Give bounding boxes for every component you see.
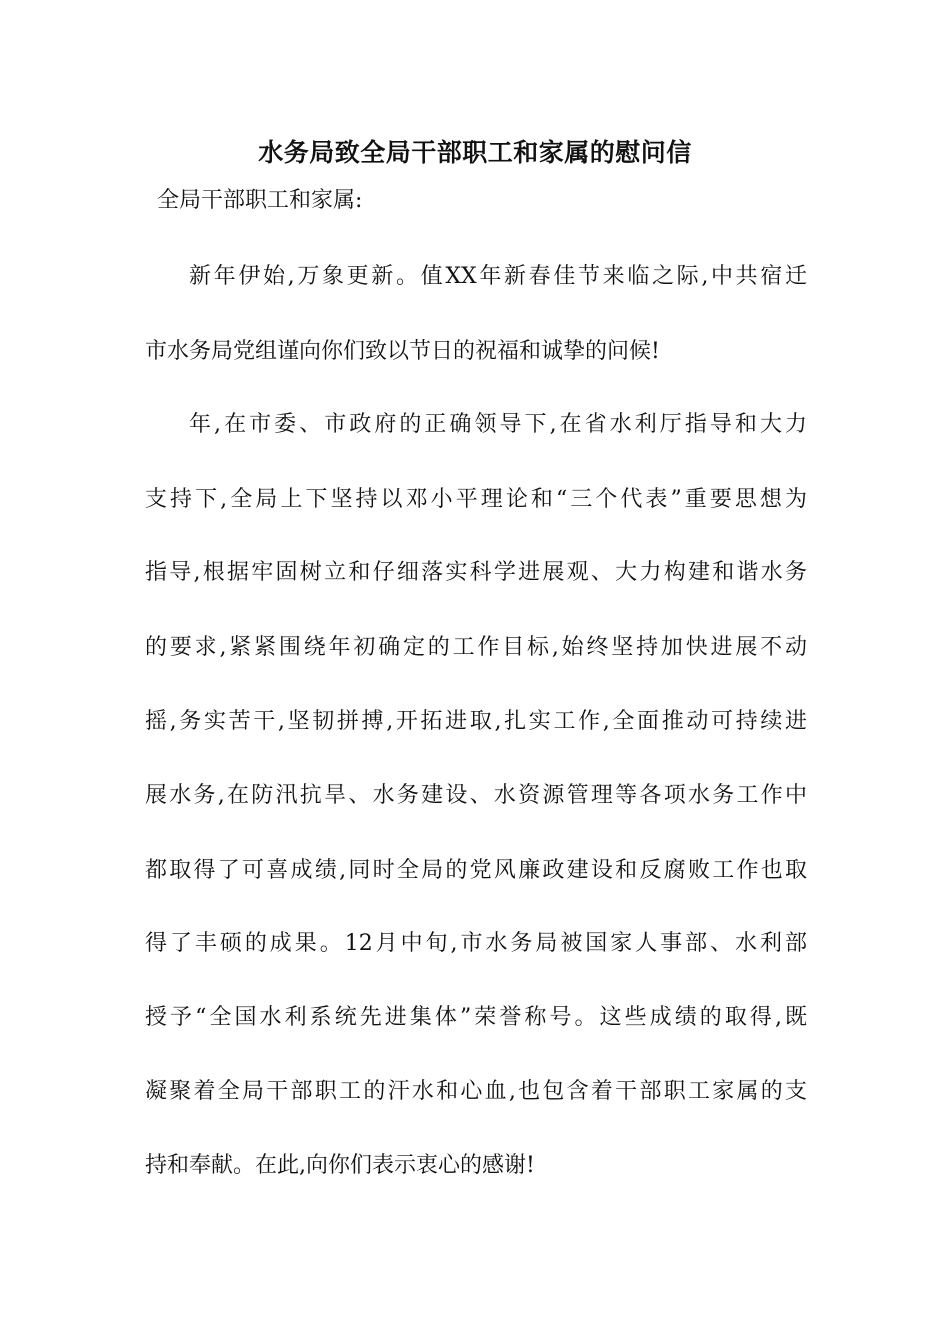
paragraph-line: 都取得了可喜成绩,同时全局的党风廉政建设和反腐败工作也取 (145, 858, 807, 883)
paragraph-line: 新年伊始,万象更新。值XX年新春佳节来临之际,中共宿迁 (189, 264, 807, 289)
paragraph-line: 摇,务实苦干,坚韧拼搏,开拓进取,扎实工作,全面推动可持续进 (145, 709, 807, 734)
paragraph-line: 凝聚着全局干部职工的汗水和心血,也包含着干部职工家属的支 (145, 1079, 807, 1104)
paragraph-line: 年,在市委、市政府的正确领导下,在省水利厅指导和大力 (189, 412, 807, 437)
salutation: 全局干部职工和家属: (157, 188, 363, 213)
paragraph-line: 指导,根据牢固树立和仔细落实科学进展观、大力构建和谐水务 (145, 560, 807, 585)
paragraph-line: 持和奉献。在此,向你们表示衷心的感谢! (145, 1153, 535, 1178)
paragraph-line: 授予“全国水利系统先进集体”荣誉称号。这些成绩的取得,既 (145, 1005, 807, 1030)
paragraph-line: 展水务,在防汛抗旱、水务建设、水资源管理等各项水务工作中 (145, 783, 807, 808)
paragraph-line: 得了丰硕的成果。12月中旬,市水务局被国家人事部、水利部 (145, 931, 807, 956)
document-title: 水务局致全局干部职工和家属的慰问信 (258, 138, 692, 167)
paragraph-line: 市水务局党组谨向你们致以节日的祝福和诚挚的问候! (145, 339, 660, 364)
paragraph-line: 的要求,紧紧围绕年初确定的工作目标,始终坚持加快进展不动 (145, 635, 807, 660)
paragraph-line: 支持下,全局上下坚持以邓小平理论和“三个代表”重要思想为 (145, 487, 807, 512)
